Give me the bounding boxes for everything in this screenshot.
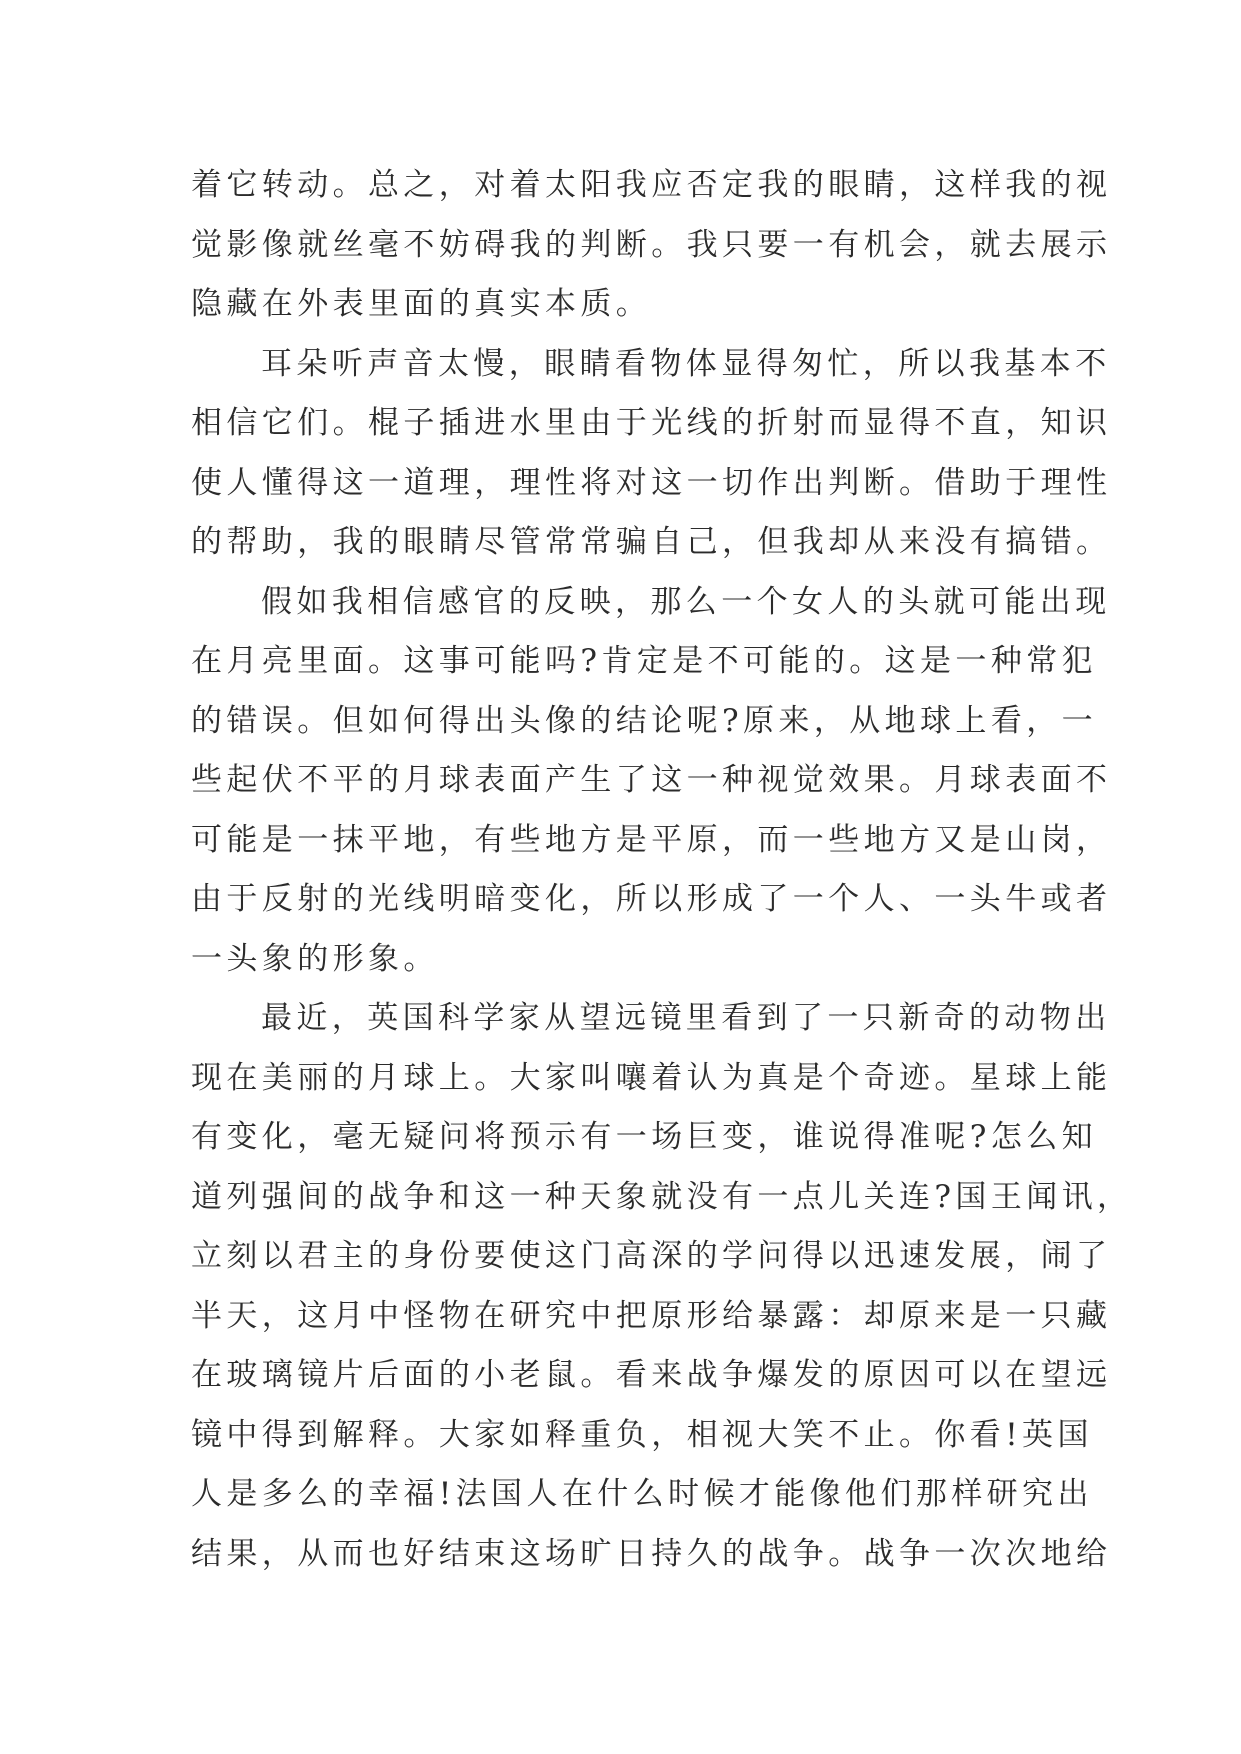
- body-text: [191, 156, 1133, 1584]
- text-line: 觉影像就丝毫不妨碍我的判断。我只要一有机会，就去展示: [191, 226, 1112, 263]
- text-line: 在月亮里面。这事可能吗?肯定是不可能的。这是一种常犯: [191, 643, 1098, 679]
- text-line: 有变化，毫无疑问将预示有一场巨变，谁说得准呢?怎么知: [191, 1119, 1098, 1155]
- text-line: 道列强间的战争和这一种天象就没有一点儿关连?国王闻讯，: [191, 1178, 1133, 1215]
- text-line: 的错误。但如何得出头像的结论呢?原来，从地球上看，一: [191, 702, 1098, 739]
- text-line: 结果，从而也好结束这场旷日持久的战争。战争一次次地给: [191, 1535, 1112, 1572]
- text-line: 着它转动。总之，对着太阳我应否定我的眼睛，这样我的视: [191, 167, 1112, 203]
- paragraph-start-line: 耳朵听声音太慢，眼睛看物体显得匆忙，所以我基本不: [261, 345, 1111, 382]
- text-line: 可能是一抹平地，有些地方是平原，而一些地方又是山岗，: [191, 821, 1112, 858]
- text-line: 的帮助，我的眼睛尽管常常骗自己，但我却从来没有搞错。: [191, 524, 1112, 560]
- paragraph-start-line: 最近，英国科学家从望远镜里看到了一只新奇的动物出: [261, 1000, 1111, 1036]
- text-line: 镜中得到解释。大家如释重负，相视大笑不止。你看!英国: [191, 1416, 1093, 1453]
- text-line: 相信它们。棍子插进水里由于光线的折射而显得不直，知识: [191, 405, 1112, 441]
- text-line: 由于反射的光线明暗变化，所以形成了一个人、一头牛或者: [191, 881, 1112, 917]
- text-line: 立刻以君主的身份要使这门高深的学问得以迅速发展，闹了: [191, 1238, 1112, 1274]
- text-line: 人是多么的幸福!法国人在什么时候才能像他们那样研究出: [191, 1476, 1093, 1512]
- text-line: 半天，这月中怪物在研究中把原形给暴露：却原来是一只藏: [191, 1297, 1112, 1334]
- text-line: 一头象的形象。: [191, 940, 439, 977]
- text-line: 现在美丽的月球上。大家叫嚷着认为真是个奇迹。星球上能: [191, 1059, 1112, 1096]
- text-line: 在玻璃镜片后面的小老鼠。看来战争爆发的原因可以在望远: [191, 1357, 1112, 1393]
- paragraph-start-line: 假如我相信感官的反映，那么一个女人的头就可能出现: [261, 583, 1111, 620]
- text-line: 使人懂得这一道理，理性将对这一切作出判断。借助于理性: [191, 464, 1112, 501]
- text-line: 隐藏在外表里面的真实本质。: [191, 286, 652, 322]
- text-line: 些起伏不平的月球表面产生了这一种视觉效果。月球表面不: [191, 762, 1112, 798]
